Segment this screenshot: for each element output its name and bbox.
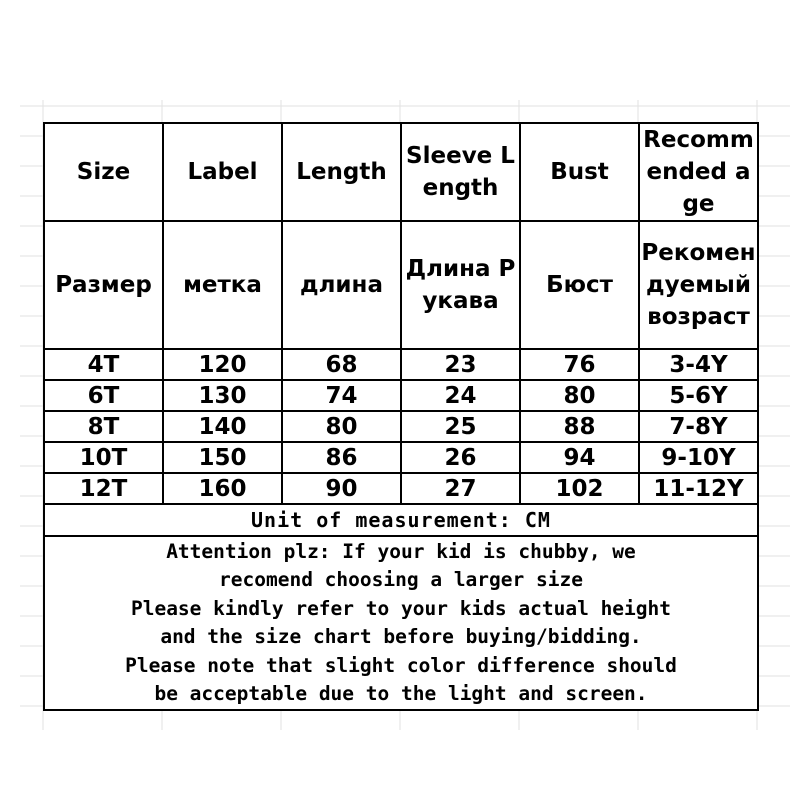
cell-bust: 94 [520,442,639,473]
header-cell-recommended-age-ru: Рекомендуемый возраст [639,221,758,349]
notes-row [44,536,758,710]
cell-length: 80 [282,411,401,442]
cell-bust: 76 [520,349,639,380]
table-row [44,411,758,442]
cell-size: 10T [44,442,163,473]
cell-sleeve-length: 24 [401,380,520,411]
cell-size: 8T [44,411,163,442]
unit-row [44,504,758,536]
header-cell-length-ru: длина [282,221,401,349]
table-row [44,442,758,473]
table-row [44,349,758,380]
note-line: Please kindly refer to your kids actual height [130,596,672,620]
cell-age: 3-4Y [639,349,758,380]
note-line: Please note that slight color difference should [125,653,677,677]
note-line: and the size chart before buying/bidding. [160,625,642,648]
header-row-english [44,123,758,221]
header-cell-label-ru: метка [163,221,282,349]
attention-notes [44,536,758,710]
unit-of-measurement-text: Unit of measurement: CM [44,504,758,536]
cell-bust: 88 [520,411,639,442]
size-chart-table [43,122,759,711]
header-cell-bust: Bust [520,123,639,221]
cell-sleeve-length: 27 [401,473,520,504]
table-row [44,380,758,411]
cell-label: 130 [163,380,282,411]
note-line: be acceptable due to the light and screen. [154,682,648,705]
header-cell-bust-ru: Бюст [520,221,639,349]
cell-age: 11-12Y [639,473,758,504]
header-cell-size-ru: Размер [44,221,163,349]
cell-size: 4T [44,349,163,380]
cell-bust: 102 [520,473,639,504]
cell-age: 7-8Y [639,411,758,442]
cell-label: 120 [163,349,282,380]
header-cell-recommended-age: Recommended age [639,123,758,221]
cell-age: 5-6Y [639,380,758,411]
cell-length: 90 [282,473,401,504]
cell-length: 74 [282,380,401,411]
table-row [44,473,758,504]
header-cell-sleeve-length: Sleeve Length [401,123,520,221]
cell-label: 150 [163,442,282,473]
cell-label: 140 [163,411,282,442]
note-line: recomend choosing a larger size [219,568,583,591]
header-row-russian [44,221,758,349]
cell-sleeve-length: 25 [401,411,520,442]
cell-label: 160 [163,473,282,504]
note-line: Attention plz: If your kid is chubby, we [166,539,636,563]
header-cell-label: Label [163,123,282,221]
cell-length: 86 [282,442,401,473]
header-cell-length: Length [282,123,401,221]
cell-length: 68 [282,349,401,380]
header-cell-sleeve-length-ru: Длина Рукава [401,221,520,349]
cell-bust: 80 [520,380,639,411]
cell-sleeve-length: 23 [401,349,520,380]
cell-size: 12T [44,473,163,504]
header-cell-size: Size [44,123,163,221]
cell-age: 9-10Y [639,442,758,473]
cell-sleeve-length: 26 [401,442,520,473]
cell-size: 6T [44,380,163,411]
